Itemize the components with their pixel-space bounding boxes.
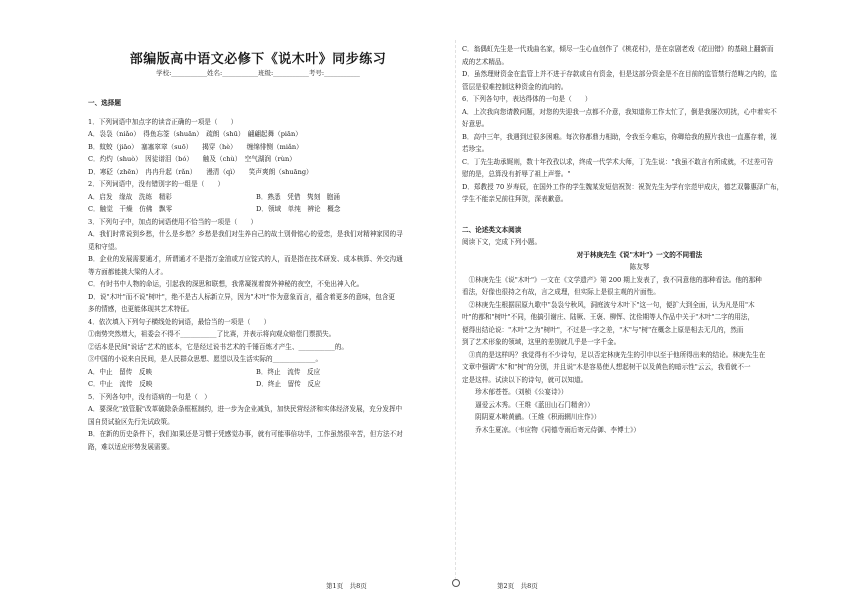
question-line: A．要深化"放管服"改革破除条条框框制约，进一步为企业减负，加快民营经济和实体经济发展，充分发挥中 bbox=[88, 405, 403, 413]
question-line: C．有时书中人物的命运，引起我的深思和联想，我常凝视着窗外神秘的夜空，不免出神入化。 bbox=[88, 280, 364, 288]
question-line: 5．下列各句中，没有语病的一句是（ ） bbox=[88, 392, 211, 401]
section-heading-choice: 一、选择题 bbox=[88, 99, 121, 107]
article-line: 到了艺术形象的领域，这里的差别就几乎是一字千金。 bbox=[462, 338, 621, 346]
question-line: D．郑教授 70 岁寿辰，在国外工作的学生魏某发短信祝贺：祝贺先生为学有宗范甲成庆，德艺双馨惠泽广布， bbox=[462, 182, 784, 191]
question-line: B．企业的发展需要通才，所谓通才不是指万金油或万应锭式的人，而是指在技术研发、成本核算、外交沟通 bbox=[88, 255, 403, 263]
option-item: A．启发 缘故 洗练 精彩 bbox=[88, 192, 172, 201]
option-item: C．触觉 干燥 仿佛 飘零 bbox=[88, 205, 173, 213]
option-row bbox=[88, 206, 430, 219]
question-line: D．虽然理财资金在监管上并不进于存款或自有资金，但是这部分资金是不在目前的监管禁行范畴之内的，监 bbox=[462, 70, 778, 78]
page-title: 部编版高中语文必修下《说木叶》同步练习 bbox=[129, 52, 387, 67]
article-author: 陈友琴 bbox=[629, 263, 650, 271]
article-title: 对于林庚先生《说"木叶"》一文的不同看法 bbox=[576, 250, 703, 259]
option-item: A．中止 留传 反映 bbox=[88, 367, 153, 376]
option-item: D．终止 留传 反应 bbox=[256, 380, 321, 388]
question-line: C．灼灼（shuò） 因徒谱泪（bó） 触及（chù） 空气湖润（rùn） bbox=[88, 155, 296, 163]
question-line: 成的艺术精品。 bbox=[462, 57, 509, 66]
question-line: 6．下列各句中，表达得体的一句是（ ） bbox=[462, 95, 592, 103]
question-line: 4．依次填入下列句子横线处的词语，最恰当的一项是（ ） bbox=[88, 317, 271, 326]
article-line: ③真的是这样吗？我觉得有不少诗句，足以否定林庚先生的引申以至于他所得出来的结论。林庚先生在 bbox=[462, 350, 766, 359]
question-line: A．袅袅（niǎo） 得鱼忘筌（shuān） 疏朗（shū） 翩翩起舞（piān） bbox=[88, 130, 302, 138]
question-line: 3．下列句子中，加点的词语使用不恰当的一项是（ ） bbox=[88, 217, 258, 226]
question-line: ①南势突然增大，祖委会不得不___________了比赛，并表示将向观众赔偿门票损失。 bbox=[88, 330, 336, 338]
option-item: B．熟悉 凭借 隽刻 胞涌 bbox=[256, 192, 340, 201]
question-line: 1．下列词语中加点字的读音正确的一项是（ ） bbox=[88, 117, 238, 126]
left-page-content bbox=[88, 100, 430, 456]
question-line: 2．下列词语中，没有错别字的一组是（ ） bbox=[88, 180, 225, 188]
question-line: 多的情感，也更能体现其艺术特征。 bbox=[88, 305, 194, 313]
question-line: 等方面都能挑大梁的人才。 bbox=[88, 267, 168, 276]
page-number-left: 第1页 共8页 bbox=[326, 582, 367, 590]
article-line: ①林庚先生《说"木叶"》一文在《文学遗产》第 200 期上发表了，我不同意他的那种看法。他的那种 bbox=[462, 275, 762, 284]
article-line: 便得出结论说："木叶"之为"树叶"，不过是一字之差，"木"与"树"在概念上原是相去无几的，然而 bbox=[462, 325, 744, 334]
question-line: B．蚊蛟（jiāo） 塞塞窣窣（suō） 揭穿（hè） 缠绵悱恻（miǎn） bbox=[88, 142, 303, 151]
question-line: 国自贸试验区先行先试政策。 bbox=[88, 417, 174, 426]
reading-intro: 阅读下文，完成下列小题。 bbox=[462, 238, 542, 246]
option-item: B．终止 流传 反应 bbox=[256, 367, 321, 376]
question-line: 若珍宝。 bbox=[462, 145, 489, 153]
right-page-content bbox=[462, 46, 817, 439]
question-line: ②话本是民间"说话"艺术的底本，它是经过说书艺术的千锤百炼才产生、___________的。 bbox=[88, 342, 348, 351]
question-line: 学生不能亲兄前往拜贺，深表歉意。 bbox=[462, 195, 568, 203]
article-line: 叶"的都和"树叶"不同，他搞引谢庄、陆厥、王褒、柳恽、沈佺期等人作品中关于"木叶"二字的用法， bbox=[462, 313, 755, 321]
student-info-line: 学校:___________姓名:___________班级:___________考号:___________ bbox=[156, 69, 360, 77]
article-line: 乔木生夏凉。（韦应物《同德寺雨后寄元侍御、李博士》） bbox=[462, 425, 641, 434]
article-line: 看法，好像也很持之有故，言之成理，但实际上是很主观的片面性。 bbox=[462, 288, 660, 296]
page-number-right: 第2页 共8页 bbox=[497, 582, 538, 590]
question-line: 路，难以适应形势发展需要。 bbox=[88, 442, 174, 451]
page-divider bbox=[455, 40, 456, 580]
option-row bbox=[88, 381, 430, 394]
question-line: C．丁先生劫承娓则，数十年孜孜以求，终成一代学术大师，丁先生说："我虽不敢言有所成就，不过差可告 bbox=[462, 157, 774, 166]
question-line: 慰的是，总算没有折辱了祖上声誉。" bbox=[462, 170, 571, 178]
question-line: B．在新的历史条件下，我们如果还是习惯于凭感觉办事，就有可能事倍功半，工作虽然很辛苦，但方法不对 bbox=[88, 430, 403, 438]
article-line: 逼爱云木秀。（王维《蓝田山石门精舍》） bbox=[462, 400, 594, 409]
option-item: C．中止 流传 反映 bbox=[88, 380, 153, 388]
question-line: ③中国的小说来自民间，是人民群众思想、愿望以及生活实际的_____________。 bbox=[88, 355, 323, 363]
question-line: 好意思。 bbox=[462, 120, 489, 128]
question-line: C．翁偶虹先生是一代戏曲名家，倾尽一生心血创作了《桃花村》，是在京剧老戏《花田错》的基础上翻新而 bbox=[462, 45, 774, 53]
article-line: ②林庚先生根据屈原九歌中"袅袅兮秋风，洞庭波兮木叶下"这一句，便扩大到全面，认为凡是用"木 bbox=[462, 300, 755, 309]
question-line: D．说"木叶"而不说"树叶"，绝不是古人标新立异，因为"木叶"作为意象而言，蕴含着更多的意味，包含更 bbox=[88, 292, 396, 301]
binding-hole-icon bbox=[452, 579, 460, 587]
article-line: 定是这样。试读以下的诗句，就可以知道。 bbox=[462, 375, 588, 384]
question-line: 觅和守望。 bbox=[88, 242, 121, 251]
question-line: B．高中三年，我遇到过很多困难。每次你都鼎力相助，令我至今难忘，你卿给我的照片我也一直惠存着，视 bbox=[462, 132, 777, 141]
question-line: A．我们时常说到乡愁，什么是乡愁？乡愁是我们对生养自己的故土别骨铭心的爱恋，是我们对精神家园的寻 bbox=[88, 230, 403, 238]
article-line: 阴阴夏木啭黄鹂。（王维《积雨辋川庄作》） bbox=[462, 413, 601, 421]
article-line: 文章中强调"木"和"树"的分别，并且说"木是容易使人想起树干以及黄色的暗示性"云云，我看就不一 bbox=[462, 363, 751, 371]
question-line: D．寒砭（zhēn） 冉冉升起（rǎn） 漫清（qì） 笑声爽朗（shuāng） bbox=[88, 167, 313, 176]
section-heading-reading: 二、论述类文本阅读 bbox=[462, 225, 522, 234]
question-line: A．上次我向您请教问题，对您的失迎我一点都不介意，我知道你工作太忙了，倒是我屡次叨扰，心中着实不 bbox=[462, 107, 777, 116]
option-item: D．领域 单纯 辨论 概念 bbox=[256, 205, 341, 213]
article-line: 珍木郁苍苍。（刘桢《公宴诗》） bbox=[462, 388, 568, 396]
question-line: 管层是很难控制这种资金的流向的。 bbox=[462, 82, 568, 91]
